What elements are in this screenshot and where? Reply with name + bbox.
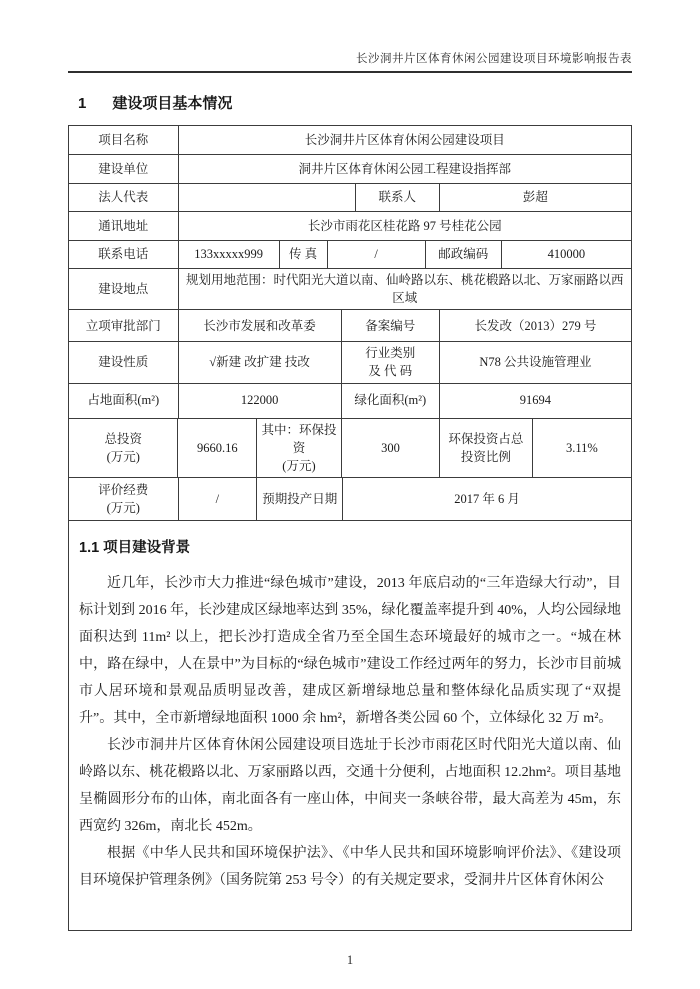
industry-label-line2: 及 代 码 [368,364,413,379]
address-label: 通讯地址 [69,212,179,240]
green-area-label: 绿化面积(m²) [342,384,440,418]
table-row-address [69,212,631,241]
builder-value: 洞井片区体育休闲公园工程建设指挥部 [298,161,512,176]
env-ratio-label-line1: 环保投资占总 [448,431,524,446]
area-value: 122000 [179,384,342,418]
env-investment-label-line1: 其中：环保投资 [261,422,337,455]
fax-value: / [328,241,426,268]
record-number-value: 长发改（2013）279 号 [474,318,597,333]
contact-value: 彭超 [522,190,548,205]
zip-label: 邮政编码 [426,241,502,268]
investment-label-line2: (万元) [106,449,140,464]
location-label: 建设地点 [69,269,179,309]
table-row-legal-rep [69,184,631,212]
industry-label-line1: 行业类别 [365,346,416,361]
page-number: 1 [346,952,354,967]
background-paragraph-1: 近几年，长沙市大力推进“绿色城市”建设，2013 年底启动的“三年造绿大行动”，目标计划到 2016 年，长沙建成区绿地率达到 35%，绿化覆盖率提升到 40%，人均公园绿地面积达到 11m² 以上，把长沙打造成全省乃至全国生态环境最好的城市之一。“城在林中，路在绿中，人在景中”为目标的“绿色城市”建设工作经过两年的努力，长沙市目前城市人居环境和景观品质明显改善，建成区新增绿地总量和整体绿化品质实现了“双提升”。其中，全市新增绿地面积 1000 余 hm²，新增各类公园 60 个，立体绿化 32 万 m²。 [79,575,621,726]
phone-value: 133xxxxx999 [179,241,280,268]
nature-label: 建设性质 [69,342,179,382]
env-investment-label-line2: (万元) [282,458,316,473]
header-rule [68,71,632,73]
table-row-location [69,269,631,310]
env-investment-value: 300 [342,419,440,477]
record-number-label: 备案编号 [342,310,440,341]
env-investment-label [257,419,342,477]
table-row-investment [69,419,631,478]
table-row-approval [69,310,631,342]
section-title: 建设项目基本情况 [112,95,233,112]
approval-value: 长沙市发展和改革委 [179,310,342,341]
approval-label: 立项审批部门 [69,310,179,341]
eval-fee-label-line1: 评价经费 [98,482,149,497]
industry-label [342,342,440,382]
section-heading [78,92,632,113]
env-ratio-label-line2: 投资比例 [460,449,511,464]
contact-label: 联系人 [356,184,440,211]
background-heading: 1.1 项目建设背景 [79,539,191,556]
green-area-value: 91694 [519,393,552,408]
area-label: 占地面积(m²) [69,384,179,418]
nature-value: √新建 改扩建 技改 [179,342,342,382]
background-paragraph-2: 长沙市洞井片区体育休闲公园建设项目选址于长沙市雨花区时代阳光大道以南、仙岭路以东、桃花椴路以北、万家丽路以西，交通十分便利，占地面积 12.2hm²。项目基地呈椭圆形分布的山体，南北面各有一座山体，中间夹一条峡谷带，最大高差为 45m，东西宽约 326m，南北长 452m。 [79,737,621,834]
zip-value: 410000 [547,247,586,262]
env-ratio-value: 3.11% [565,440,598,455]
project-name-value: 长沙洞井片区体育休闲公园建设项目 [304,132,505,147]
production-date-value: 2017 年 6 月 [454,491,520,506]
table-row-nature [69,342,631,383]
fax-label: 传 真 [280,241,328,268]
legal-rep-label: 法人代表 [69,184,179,211]
background-section-box [69,521,631,930]
eval-fee-label-line2: (万元) [106,500,140,515]
investment-value: 9660.16 [178,419,257,477]
eval-fee-value: / [179,478,258,520]
running-header-title: 长沙洞井片区体育休闲公园建设项目环境影响报告表 [356,53,632,65]
legal-rep-value [179,184,356,211]
table-row-project-name [69,126,631,155]
project-info-table [68,125,632,931]
production-date-label: 预期投产日期 [257,478,343,520]
eval-fee-label [69,478,179,520]
industry-value: N78 公共设施管理业 [479,355,592,370]
investment-label-line1: 总投资 [104,431,142,446]
builder-label: 建设单位 [69,155,179,183]
table-row-eval-fee [69,478,631,521]
env-ratio-label [440,419,533,477]
project-name-label: 项目名称 [69,126,179,154]
location-value: 规划用地范围：时代阳光大道以南、仙岭路以东、桃花椴路以北、万家丽路以西区域 [186,273,624,306]
investment-label [69,419,178,477]
background-paragraph-3: 根据《中华人民共和国环境保护法》、《中华人民共和国环境影响评价法》、《建设项目环境保护管理条例》（国务院第 253 号令）的有关规定要求，受洞井片区体育休闲公 [79,845,621,888]
table-row-area [69,384,631,419]
phone-label: 联系电话 [69,241,179,268]
table-row-phone [69,241,631,269]
section-number: 1 [78,95,87,112]
address-value: 长沙市雨花区桂花路 97 号桂花公园 [307,218,502,233]
table-row-builder [69,155,631,184]
